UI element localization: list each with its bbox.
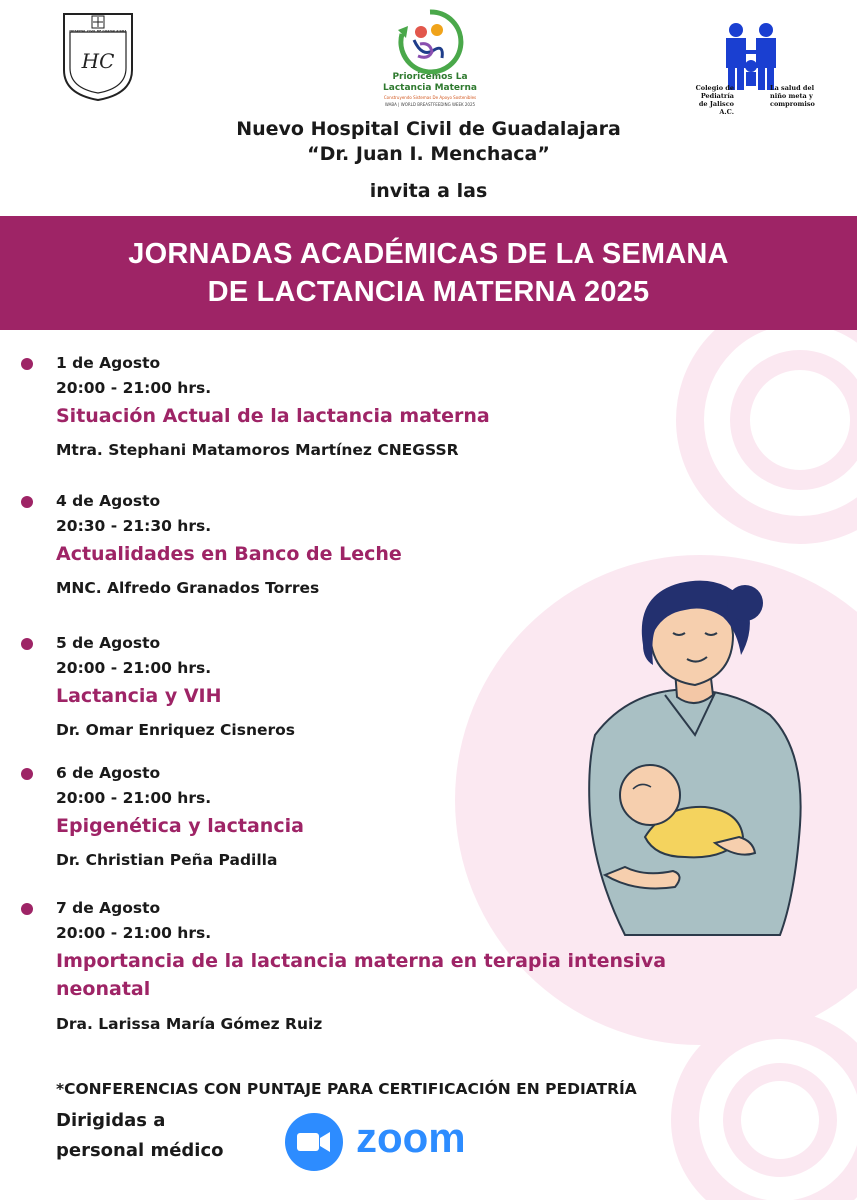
event-item bbox=[0, 760, 700, 900]
event-item bbox=[0, 895, 700, 1035]
event-speaker: MNC. Alfredo Granados Torres bbox=[56, 579, 320, 597]
hospital-name: Nuevo Hospital Civil de Guadalajara bbox=[236, 118, 621, 140]
event-title: Importancia de la lactancia materna en terapia intensiva bbox=[56, 950, 667, 972]
event-item bbox=[0, 630, 700, 770]
event-time: 20:00 - 21:00 hrs. bbox=[56, 379, 212, 397]
event-date: 7 de Agosto bbox=[56, 899, 161, 917]
event-title: Lactancia y VIH bbox=[56, 685, 222, 707]
event-time: 20:00 - 21:00 hrs. bbox=[56, 659, 212, 677]
banner-title-line1: JORNADAS ACADÉMICAS DE LA SEMANA bbox=[128, 238, 729, 270]
event-date: 1 de Agosto bbox=[56, 354, 161, 372]
logo-right-text: La salud del niño meta y compromiso bbox=[770, 84, 815, 108]
logo-line1: Prioricemos La bbox=[392, 72, 468, 82]
event-date: 6 de Agosto bbox=[56, 764, 161, 782]
event-item bbox=[0, 350, 700, 490]
event-title: Actualidades en Banco de Leche bbox=[56, 543, 402, 565]
certification-note: *CONFERENCIAS CON PUNTAJE PARA CERTIFICACIÓN EN PEDIATRÍA bbox=[56, 1080, 637, 1098]
event-time: 20:00 - 21:00 hrs. bbox=[56, 789, 212, 807]
logo-line3: Construyendo Sistemas De Apoyo Sostenibles bbox=[383, 95, 477, 100]
banner-title-line2: DE LACTANCIA MATERNA 2025 bbox=[207, 276, 650, 308]
audience-line2: personal médico bbox=[56, 1140, 224, 1161]
audience-line1: Dirigidas a bbox=[56, 1110, 166, 1131]
hospital-honoree: “Dr. Juan I. Menchaca” bbox=[307, 143, 550, 165]
zoom-logo bbox=[284, 1112, 466, 1176]
logo-line2: Lactancia Materna bbox=[383, 83, 477, 93]
zoom-wordmark: zoom bbox=[356, 1114, 466, 1161]
event-bullet bbox=[21, 768, 33, 780]
event-title-cont: neonatal bbox=[56, 978, 151, 1000]
logo-left-text: Colegio de Pediatría de Jalisco A.C. bbox=[695, 84, 734, 116]
lactancia-campaign-logo bbox=[372, 8, 488, 110]
logo-line4: WABA | WORLD BREASTFEEDING WEEK 2025 bbox=[384, 102, 476, 107]
event-speaker: Dr. Omar Enriquez Cisneros bbox=[56, 721, 296, 739]
event-speaker: Mtra. Stephani Matamoros Martínez CNEGSSR bbox=[56, 441, 459, 459]
event-bullet bbox=[21, 496, 33, 508]
hospital-civil-logo bbox=[58, 10, 138, 102]
event-date: 4 de Agosto bbox=[56, 492, 161, 510]
logo-monogram: HC bbox=[81, 49, 115, 73]
event-title: Situación Actual de la lactancia materna bbox=[56, 405, 490, 427]
invite-text: invita a las bbox=[369, 180, 488, 202]
event-bullet bbox=[21, 638, 33, 650]
logo-seal-text: HOSPITAL CIVIL DE GUADALAJARA bbox=[69, 29, 127, 33]
event-title: Epigenética y lactancia bbox=[56, 815, 304, 837]
event-speaker: Dr. Christian Peña Padilla bbox=[56, 851, 278, 869]
event-bullet bbox=[21, 903, 33, 915]
zoom-camera-icon bbox=[284, 1112, 344, 1172]
colegio-pediatria-logo bbox=[690, 22, 815, 117]
event-item bbox=[0, 488, 700, 628]
event-speaker: Dra. Larissa María Gómez Ruiz bbox=[56, 1015, 323, 1033]
event-time: 20:30 - 21:30 hrs. bbox=[56, 517, 212, 535]
event-time: 20:00 - 21:00 hrs. bbox=[56, 924, 212, 942]
title-banner bbox=[0, 216, 857, 330]
event-date: 5 de Agosto bbox=[56, 634, 161, 652]
event-bullet bbox=[21, 358, 33, 370]
